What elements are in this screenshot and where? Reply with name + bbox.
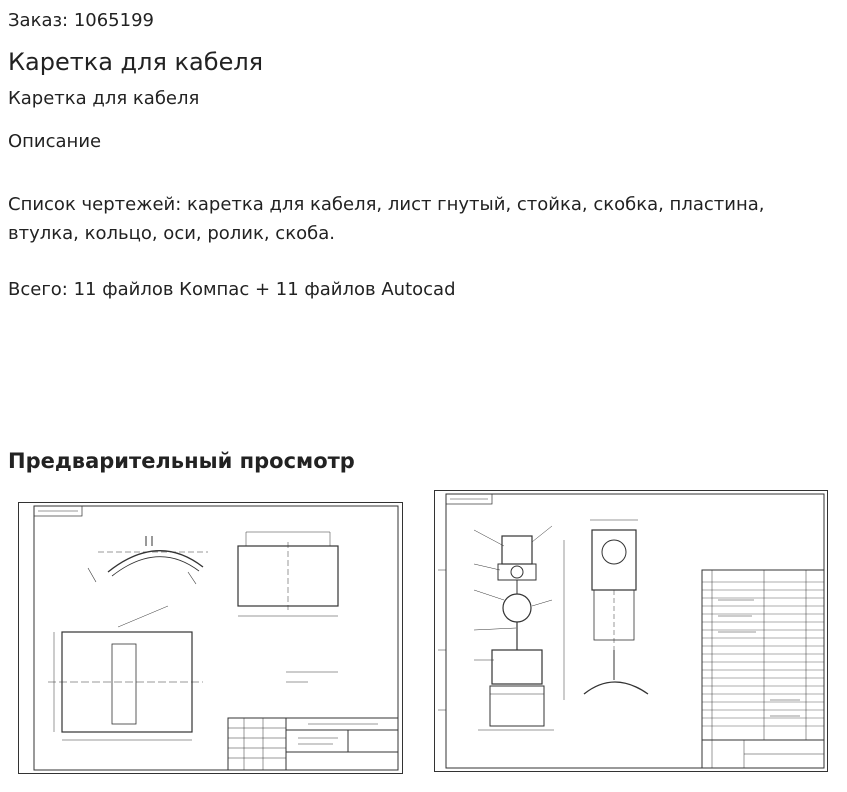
- preview-heading: Предварительный просмотр: [8, 449, 355, 473]
- preview-image-1[interactable]: [18, 502, 403, 774]
- technical-drawing-part-icon: [18, 502, 403, 774]
- product-subtitle: Каретка для кабеля: [8, 88, 200, 109]
- preview-image-2[interactable]: [434, 490, 828, 772]
- files-total-text: Всего: 11 файлов Компас + 11 файлов Autocad: [8, 279, 456, 300]
- description-heading: Описание: [8, 131, 102, 152]
- technical-drawing-assembly-icon: [434, 490, 828, 772]
- drawings-list-text: Список чертежей: каретка для кабеля, лист гнутый, стойка, скобка, пластина, втулка, кольцо, оси, ролик, скоба.: [8, 194, 765, 244]
- page-title: Каретка для кабеля: [8, 48, 264, 76]
- order-number: Заказ: 1065199: [8, 10, 154, 31]
